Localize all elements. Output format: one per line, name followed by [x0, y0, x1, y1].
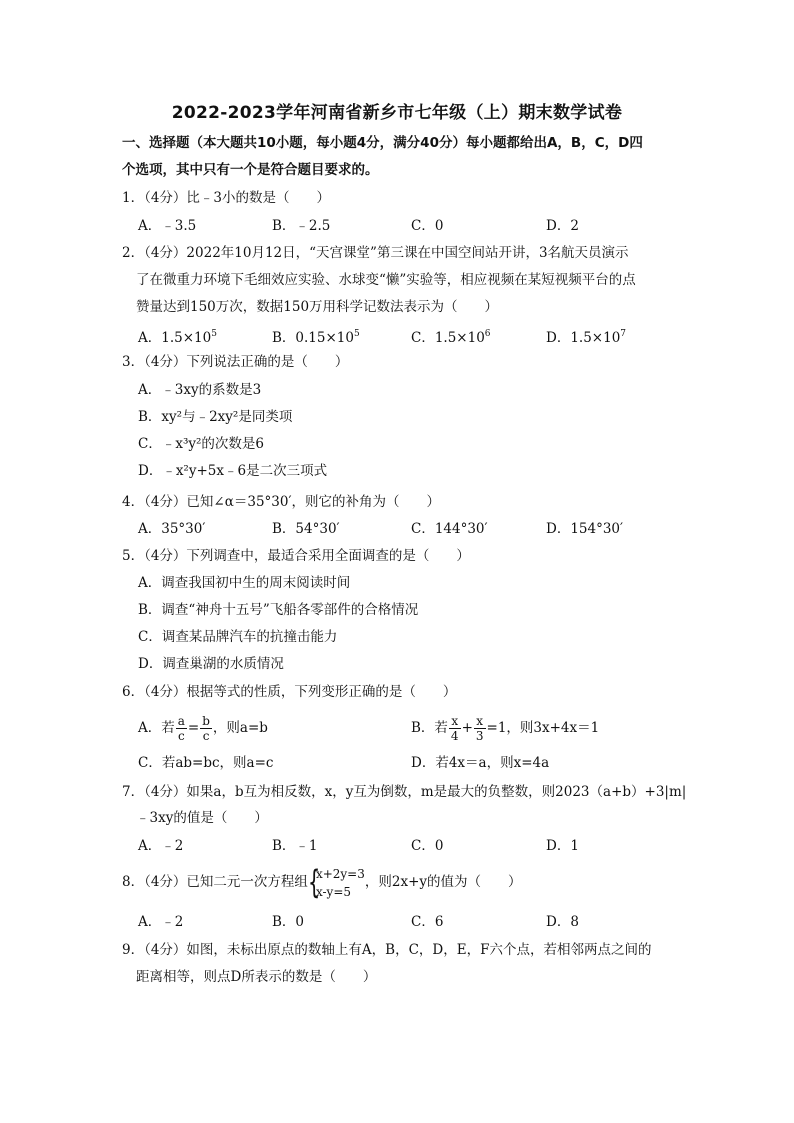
question-8-stem: 8．（4分）已知二元一次方程组 { x+2y=3 x-y=5 ，则2x+y的值为（ ）: [122, 862, 522, 901]
question-8-option-b: B．0: [272, 914, 305, 930]
question-6-options-row-2: [138, 753, 698, 773]
question-2-option-d: D．$1.5\times 10^7$: [546, 329, 627, 346]
fraction-a-over-c: $\frac{a}{c}$: [177, 714, 185, 743]
question-7-option-d: D．1: [546, 838, 579, 854]
question-2-option-c: C．$1.5\times 10^6$: [411, 329, 491, 346]
question-7-stem-line-2: ﹣3xy的值是（ ）: [136, 810, 268, 826]
page-title: 2022-2023学年河南省新乡市七年级（上）期末数学试卷: [171, 103, 623, 123]
question-4-stem: 4．（4分）已知∠α＝35°30′，则它的补角为（ ）: [122, 494, 441, 510]
question-9-stem-line-2: 距离相等，则点D所表示的数是（ ）: [136, 969, 377, 985]
question-1-option-a: A．﹣3.5: [138, 218, 197, 234]
question-5-stem: 5．（4分）下列调查中，最适合采用全面调查的是（ ）: [122, 548, 470, 564]
brace-symbol: {: [307, 862, 321, 901]
question-7-option-b: B．﹣1: [272, 838, 318, 854]
question-8-options: [138, 912, 698, 932]
section-heading-line-2: 个选项，其中只有一个是符合题目要求的。: [122, 162, 379, 178]
question-1-options: [138, 216, 698, 236]
question-1-option-c: C．0: [411, 218, 444, 234]
question-3-option-d: D．﹣x²y+5x﹣6是二次三项式: [138, 463, 328, 479]
question-5-option-a: A．调查我国初中生的周末阅读时间: [138, 575, 351, 591]
question-1-stem: 1．（4分）比﹣3小的数是（ ）: [122, 190, 331, 206]
question-1-option-d: D．2: [546, 218, 579, 234]
question-4-option-b: B．54°30′: [272, 521, 340, 537]
question-4-option-a: A．35°30′: [138, 521, 206, 537]
question-2-options: [138, 324, 698, 344]
question-5-option-c: C．调查某品牌汽车的抗撞击能力: [138, 629, 338, 645]
question-4-option-d: D．154°30′: [546, 521, 624, 537]
question-9-stem-line-1: 9．（4分）如图，未标出原点的数轴上有A，B，C，D，E，F六个点，若相邻两点之间的: [122, 942, 652, 958]
question-8-option-a: A．﹣2: [138, 914, 184, 930]
question-5-option-d: D．调查巢湖的水质情况: [138, 656, 284, 672]
fraction-b-over-c: $\frac{b}{c}$: [202, 714, 210, 743]
question-8-option-c: C．6: [411, 914, 444, 930]
question-7-options: [138, 836, 698, 856]
question-6-option-a: A．若 $\frac{a}{c}$ = $\frac{b}{c}$ ，则a=b: [138, 714, 268, 743]
section-heading-line-1: 一、选择题（本大题共10小题，每小题4分，满分40分）每小题都给出A，B，C，D四: [122, 135, 643, 151]
question-2-stem-line-2: 了在微重力环境下毛细效应实验、水球变“懒”实验等，相应视频在某短视频平台的点: [136, 272, 636, 288]
question-3-option-b: B．xy²与﹣2xy²是同类项: [138, 409, 293, 425]
question-4-options: [138, 519, 698, 539]
fraction-x-over-4: $\frac{x}{4}$: [450, 714, 459, 743]
question-8-option-d: D．8: [546, 914, 579, 930]
equation-system: { x+2y=3 x-y=5: [307, 862, 365, 901]
question-6-option-c: C．若ab=bc，则a=c: [138, 755, 274, 771]
question-3-option-a: A．﹣3xy的系数是3: [138, 382, 262, 398]
question-2-stem-line-1: 2．（4分）2022年10月12日，“天宫课堂”第三课在中国空间站开讲，3名航天员演示: [122, 245, 629, 261]
question-6-option-b: B．若 $\frac{x}{4}$ + $\frac{x}{3}$ =1，则3x+4x＝1: [411, 714, 600, 743]
question-2-option-b: B．$0.15\times 10^5$: [272, 329, 360, 346]
question-7-option-a: A．﹣2: [138, 838, 184, 854]
question-2-stem-line-3: 赞量达到150万次，数据150万用科学记数法表示为（ ）: [136, 299, 499, 315]
question-6-options-row-1: [138, 714, 698, 748]
question-1-option-b: B．﹣2.5: [272, 218, 331, 234]
question-6-option-d: D．若4x＝a，则x=4a: [411, 755, 550, 771]
question-3-option-c: C．﹣x³y²的次数是6: [138, 436, 264, 452]
question-7-option-c: C．0: [411, 838, 444, 854]
question-5-option-b: B．调查“神舟十五号”飞船各零部件的合格情况: [138, 602, 419, 618]
fraction-x-over-3: $\frac{x}{3}$: [475, 714, 484, 743]
section-heading: [122, 130, 682, 184]
question-7-stem-line-1: 7．（4分）如果a，b互为相反数，x，y互为倒数，m是最大的负整数，则2023（a+b）+3|m|: [122, 784, 687, 800]
question-4-option-c: C．144°30′: [411, 521, 488, 537]
question-6-stem: 6．（4分）根据等式的性质，下列变形正确的是（ ）: [122, 684, 457, 700]
question-3-stem: 3．（4分）下列说法正确的是（ ）: [122, 354, 349, 370]
question-2-option-a: A．$1.5\times 10^5$: [138, 329, 217, 346]
